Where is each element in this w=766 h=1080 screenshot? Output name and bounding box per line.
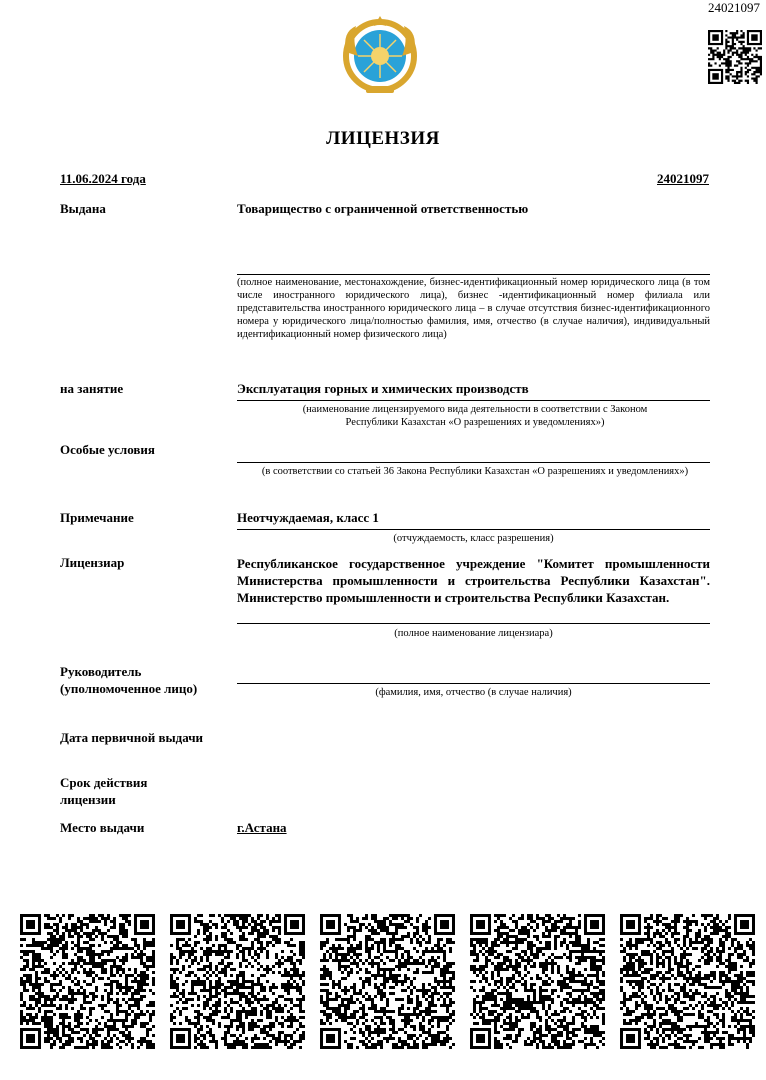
document-title: ЛИЦЕНЗИЯ: [326, 128, 440, 149]
issued-label: Выдана: [60, 201, 106, 216]
first-issue-label: Дата первичной выдачи: [60, 730, 204, 745]
licensor-label: Лицензиар: [60, 555, 125, 570]
note-hint: (отчуждаемость, класс разрешения): [393, 533, 554, 544]
conditions-label: Особые условия: [60, 442, 155, 457]
qr-code-icon: [470, 914, 605, 1049]
place-label: Место выдачи: [60, 820, 145, 835]
activity-value: Эксплуатация горных и химических производств: [237, 381, 529, 396]
licensor-line: [237, 623, 710, 624]
qr-code-icon: [320, 914, 455, 1049]
validity-label-sub: лицензии: [60, 792, 116, 807]
license-number: 24021097: [657, 171, 709, 186]
head-label: Руководитель: [60, 664, 142, 679]
licensor-value: Республиканское государственное учреждение "Комитет промышленности Министерства промышленности и строительства Республики Казахстан". Министерство промышленности и строительства Республики Казахстан.: [237, 556, 710, 605]
qr-code-icon: [708, 30, 762, 84]
place-value: г.Астана: [237, 820, 287, 835]
activity-label: на занятие: [60, 381, 124, 396]
note-line: [237, 529, 710, 530]
issue-date: 11.06.2024 года: [60, 171, 146, 186]
issued-line: [237, 274, 710, 275]
qr-code-icon: [20, 914, 155, 1049]
note-value: Неотчуждаемая, класс 1: [237, 510, 379, 525]
note-label: Примечание: [60, 510, 134, 525]
head-hint: (фамилия, имя, отчество (в случае наличия): [375, 687, 572, 698]
qr-code-icon: [170, 914, 305, 1049]
issued-value: Товарищество с ограниченной ответственностью: [237, 201, 529, 216]
validity-label: Срок действия: [60, 775, 148, 790]
activity-line: [237, 400, 710, 401]
activity-hint: (наименование лицензируемого вида деятельности в соответствии с Законом Республики Казахстан «О разрешениях и уведомлениях»): [302, 404, 648, 428]
conditions-hint: (в соответствии со статьей 36 Закона Республики Казахстан «О разрешениях и уведомлениях»): [261, 466, 689, 477]
head-line: [237, 683, 710, 684]
qr-code-icon: [620, 914, 755, 1049]
conditions-line: [237, 462, 710, 463]
top-document-number: 24021097: [708, 0, 760, 15]
state-emblem-icon: [340, 12, 420, 96]
licensor-hint: (полное наименование лицензиара): [394, 628, 553, 639]
head-label-sub: (уполномоченное лицо): [60, 681, 198, 696]
issued-hint: (полное наименование, местонахождение, бизнес-идентификационный номер юридического лица (в том числе иностранного юридического лица), бизнес -идентификационный номер филиала или представительства иностранного юридического лица – в случае отсутствия бизнес-идентификационного номера у юридического лица/полностью фамилия, имя, отчество (в случае наличия), индивидуальный идентификационный номер физического лица): [237, 277, 710, 340]
